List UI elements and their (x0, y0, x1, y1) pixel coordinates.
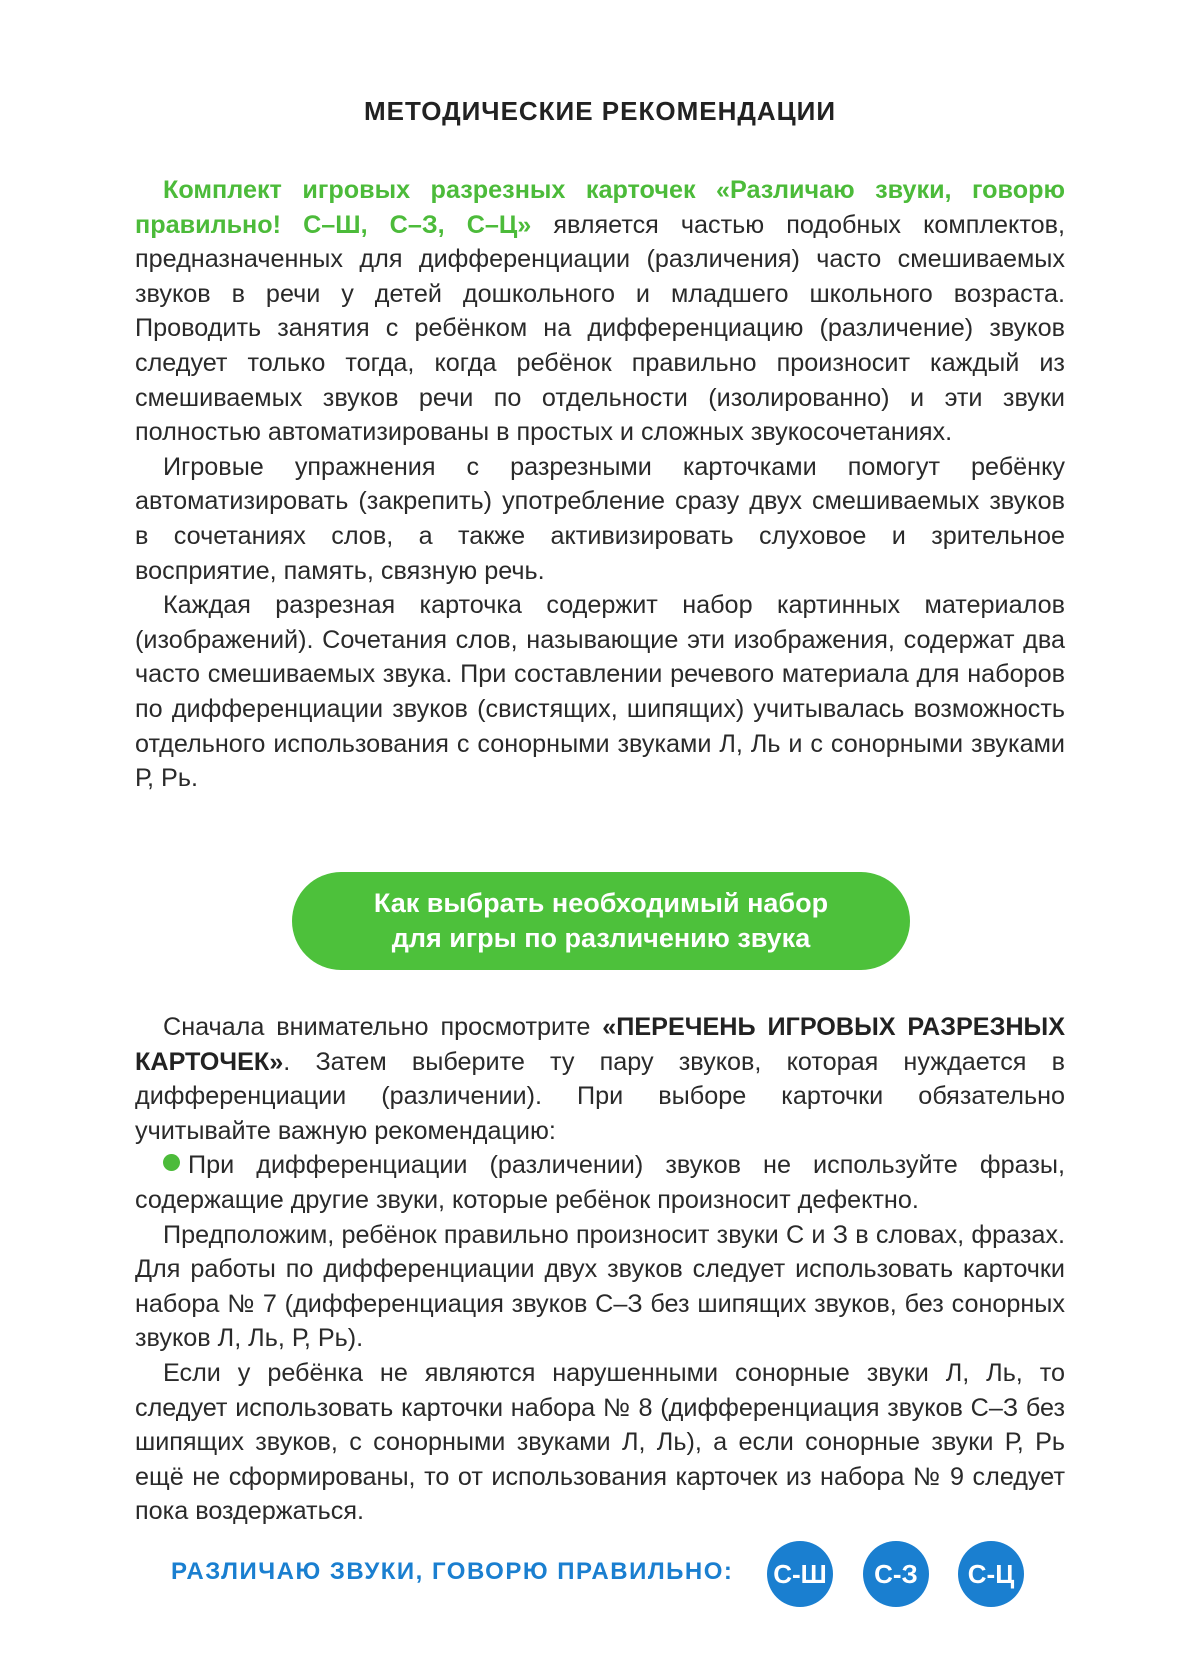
guide-section (135, 1010, 1065, 1529)
series-label: РАЗЛИЧАЮ ЗВУКИ, ГОВОРЮ ПРАВИЛЬНО: (171, 1558, 734, 1585)
section-heading-line-2: для игры по различению звука (391, 923, 811, 953)
intro-section (135, 173, 1065, 796)
guide-paragraph-1-text: . Затем выберите ту пару звуков, которая нуждается в дифференциации (различении). При выборе карточки обязательно учитывайте важную рекомендацию: (135, 1047, 1065, 1145)
recommendation-item (135, 1148, 1065, 1217)
card-list-reference: «ПЕРЕЧЕНЬ ИГРОВЫХ РАЗРЕЗНЫХ КАРТОЧЕК» (135, 1013, 1065, 1076)
intro-paragraph-1 (135, 173, 1065, 450)
intro-paragraph-1-text: является частью подобных комплектов, предназначенных для дифференциации (различения) часто смешиваемых звуков в речи у детей дошкольного и младшего школьного возраста. Проводить занятия с ребёнком на дифференциацию (различение) звуков следует только тогда, когда ребёнок правильно произносит каждый из смешиваемых звуков речи по отдельности (изолированно) и эти звуки полностью автоматизированы в простых и сложных звукосочетаниях. (135, 210, 1065, 447)
recommendation-text: При дифференциации (различении) звуков не используйте фразы, содержащие другие звуки, которые ребёнок произносит дефектно. (135, 1151, 1065, 1214)
guide-paragraph-3: Если у ребёнка не являются нарушенными сонорные звуки Л, Ль, то следует использовать карточки набора № 8 (дифференциация звуков С–З без шипящих звуков, с сонорными звуками Л, Ль), а если сонорные звуки Р, Рь ещё не сформированы, то от использования карточек из набора № 9 следует пока воздержаться. (135, 1358, 1065, 1526)
section-heading (292, 872, 910, 970)
intro-paragraph-2: Игровые упражнения с разрезными карточками помогут ребёнку автоматизировать (закрепить) употребление сразу двух смешиваемых звуков в сочетаниях слов, а также активизировать слуховое и зрительное восприятие, память, связную речь. (135, 452, 1065, 585)
sound-badge-s-sh: С-Ш (767, 1541, 833, 1607)
bullet-dot-icon (163, 1154, 180, 1171)
section-heading-line-1: Как выбрать необходимый набор (373, 888, 829, 918)
product-name-highlight: Комплект игровых разрезных карточек «Различаю звуки, говорю правильно! С–Ш, С–З, С–Ц» (135, 176, 1065, 239)
guide-paragraph-2: Предположим, ребёнок правильно произносит звуки С и З в словах, фразах. Для работы по дифференциации двух звуков следует использовать карточки набора № 7 (дифференциация звуков С–З без шипящих звуков, без сонорных звуков Л, Ль, Р, Рь). (135, 1220, 1065, 1353)
sound-badge-s-z: С-З (863, 1541, 929, 1607)
page-title: МЕТОДИЧЕСКИЕ РЕКОМЕНДАЦИИ (363, 96, 837, 126)
sound-badge-s-ts: С-Ц (958, 1541, 1024, 1607)
intro-paragraph-3: Каждая разрезная карточка содержит набор картинных материалов (изображений). Сочетания слов, называющие эти изображения, содержат два часто смешиваемых звука. При составлении речевого материала для наборов по дифференциации звуков (свистящих, шипящих) учитывалась возможность отдельного использования с сонорными звуками Л, Ль и с сонорными звуками Р, Рь. (135, 591, 1065, 793)
guide-paragraph-1-lead: Сначала внимательно просмотрите (163, 1013, 603, 1041)
guide-paragraph-1 (135, 1010, 1065, 1148)
